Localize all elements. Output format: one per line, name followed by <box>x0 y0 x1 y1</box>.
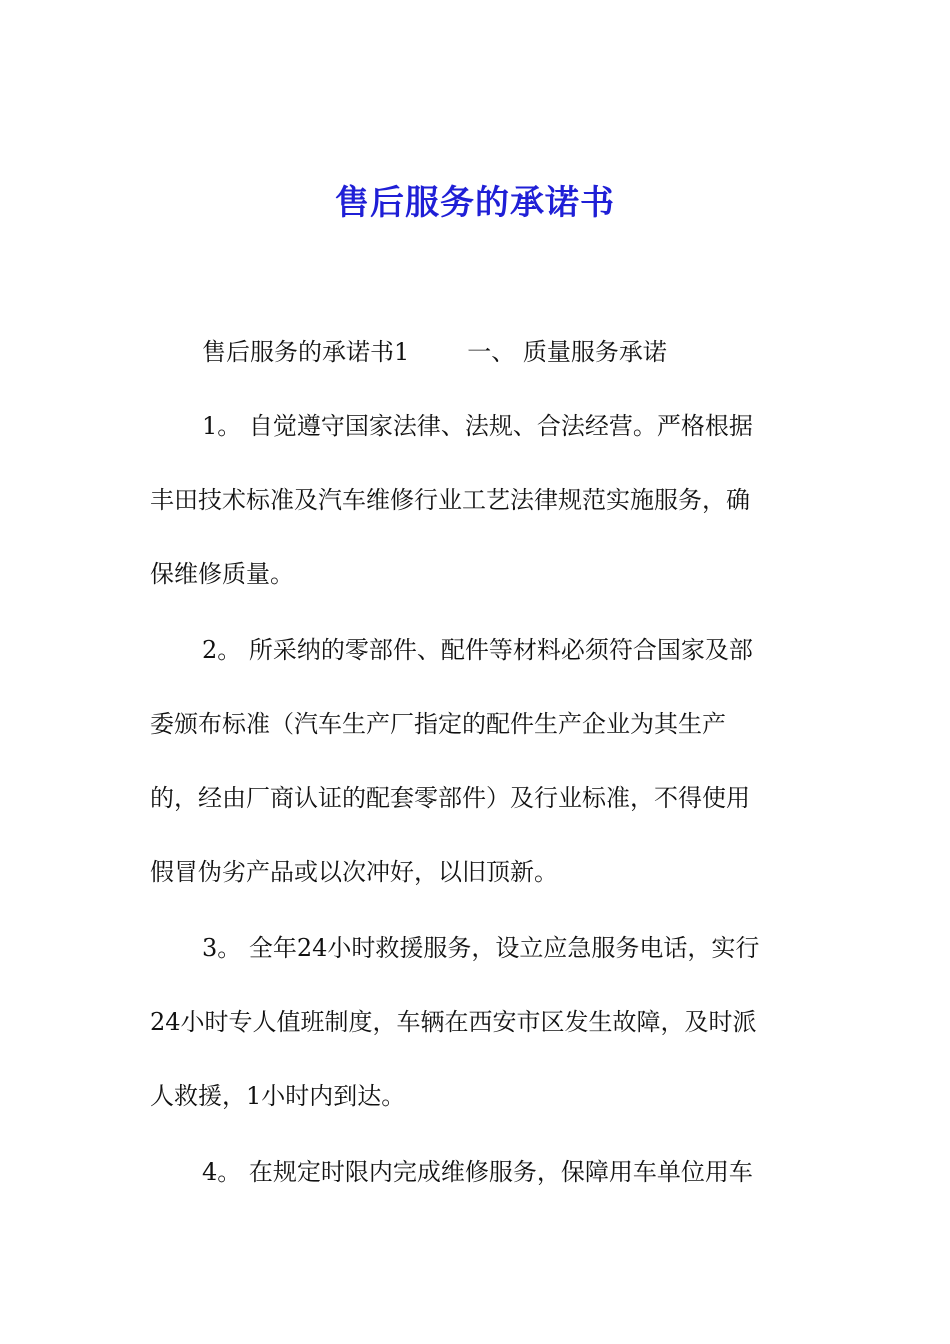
paragraph-line: 丰田技术标准及汽车维修行业工艺法律规范实施服务，确 <box>150 486 750 514</box>
document-title: 售后服务的承诺书 <box>335 183 615 223</box>
paragraph-line: 24小时专人值班制度，车辆在西安市区发生故障，及时派 <box>150 1008 757 1036</box>
paragraph-line: 委颁布标准（汽车生产厂指定的配件生产企业为其生产 <box>150 710 726 738</box>
heading-left: 售后服务的承诺书1 <box>202 338 410 366</box>
paragraph-line: 2。 所采纳的零部件、配件等材料必须符合国家及部 <box>202 636 753 664</box>
paragraph-line: 人救援，1小时内到达。 <box>150 1082 406 1110</box>
paragraph-line: 1。 自觉遵守国家法律、法规、合法经营。严格根据 <box>202 412 753 440</box>
paragraph-line: 的，经由厂商认证的配套零部件）及行业标准，不得使用 <box>150 784 750 812</box>
paragraph-line: 保维修质量。 <box>150 560 294 588</box>
heading-right: 一、 质量服务承诺 <box>467 338 667 366</box>
section-heading <box>202 334 667 370</box>
paragraph-line: 3。 全年24小时救援服务，设立应急服务电话，实行 <box>202 934 760 962</box>
paragraph-line: 假冒伪劣产品或以次冲好，以旧顶新。 <box>150 858 558 886</box>
paragraph-line: 4。 在规定时限内完成维修服务，保障用车单位用车 <box>202 1158 753 1186</box>
